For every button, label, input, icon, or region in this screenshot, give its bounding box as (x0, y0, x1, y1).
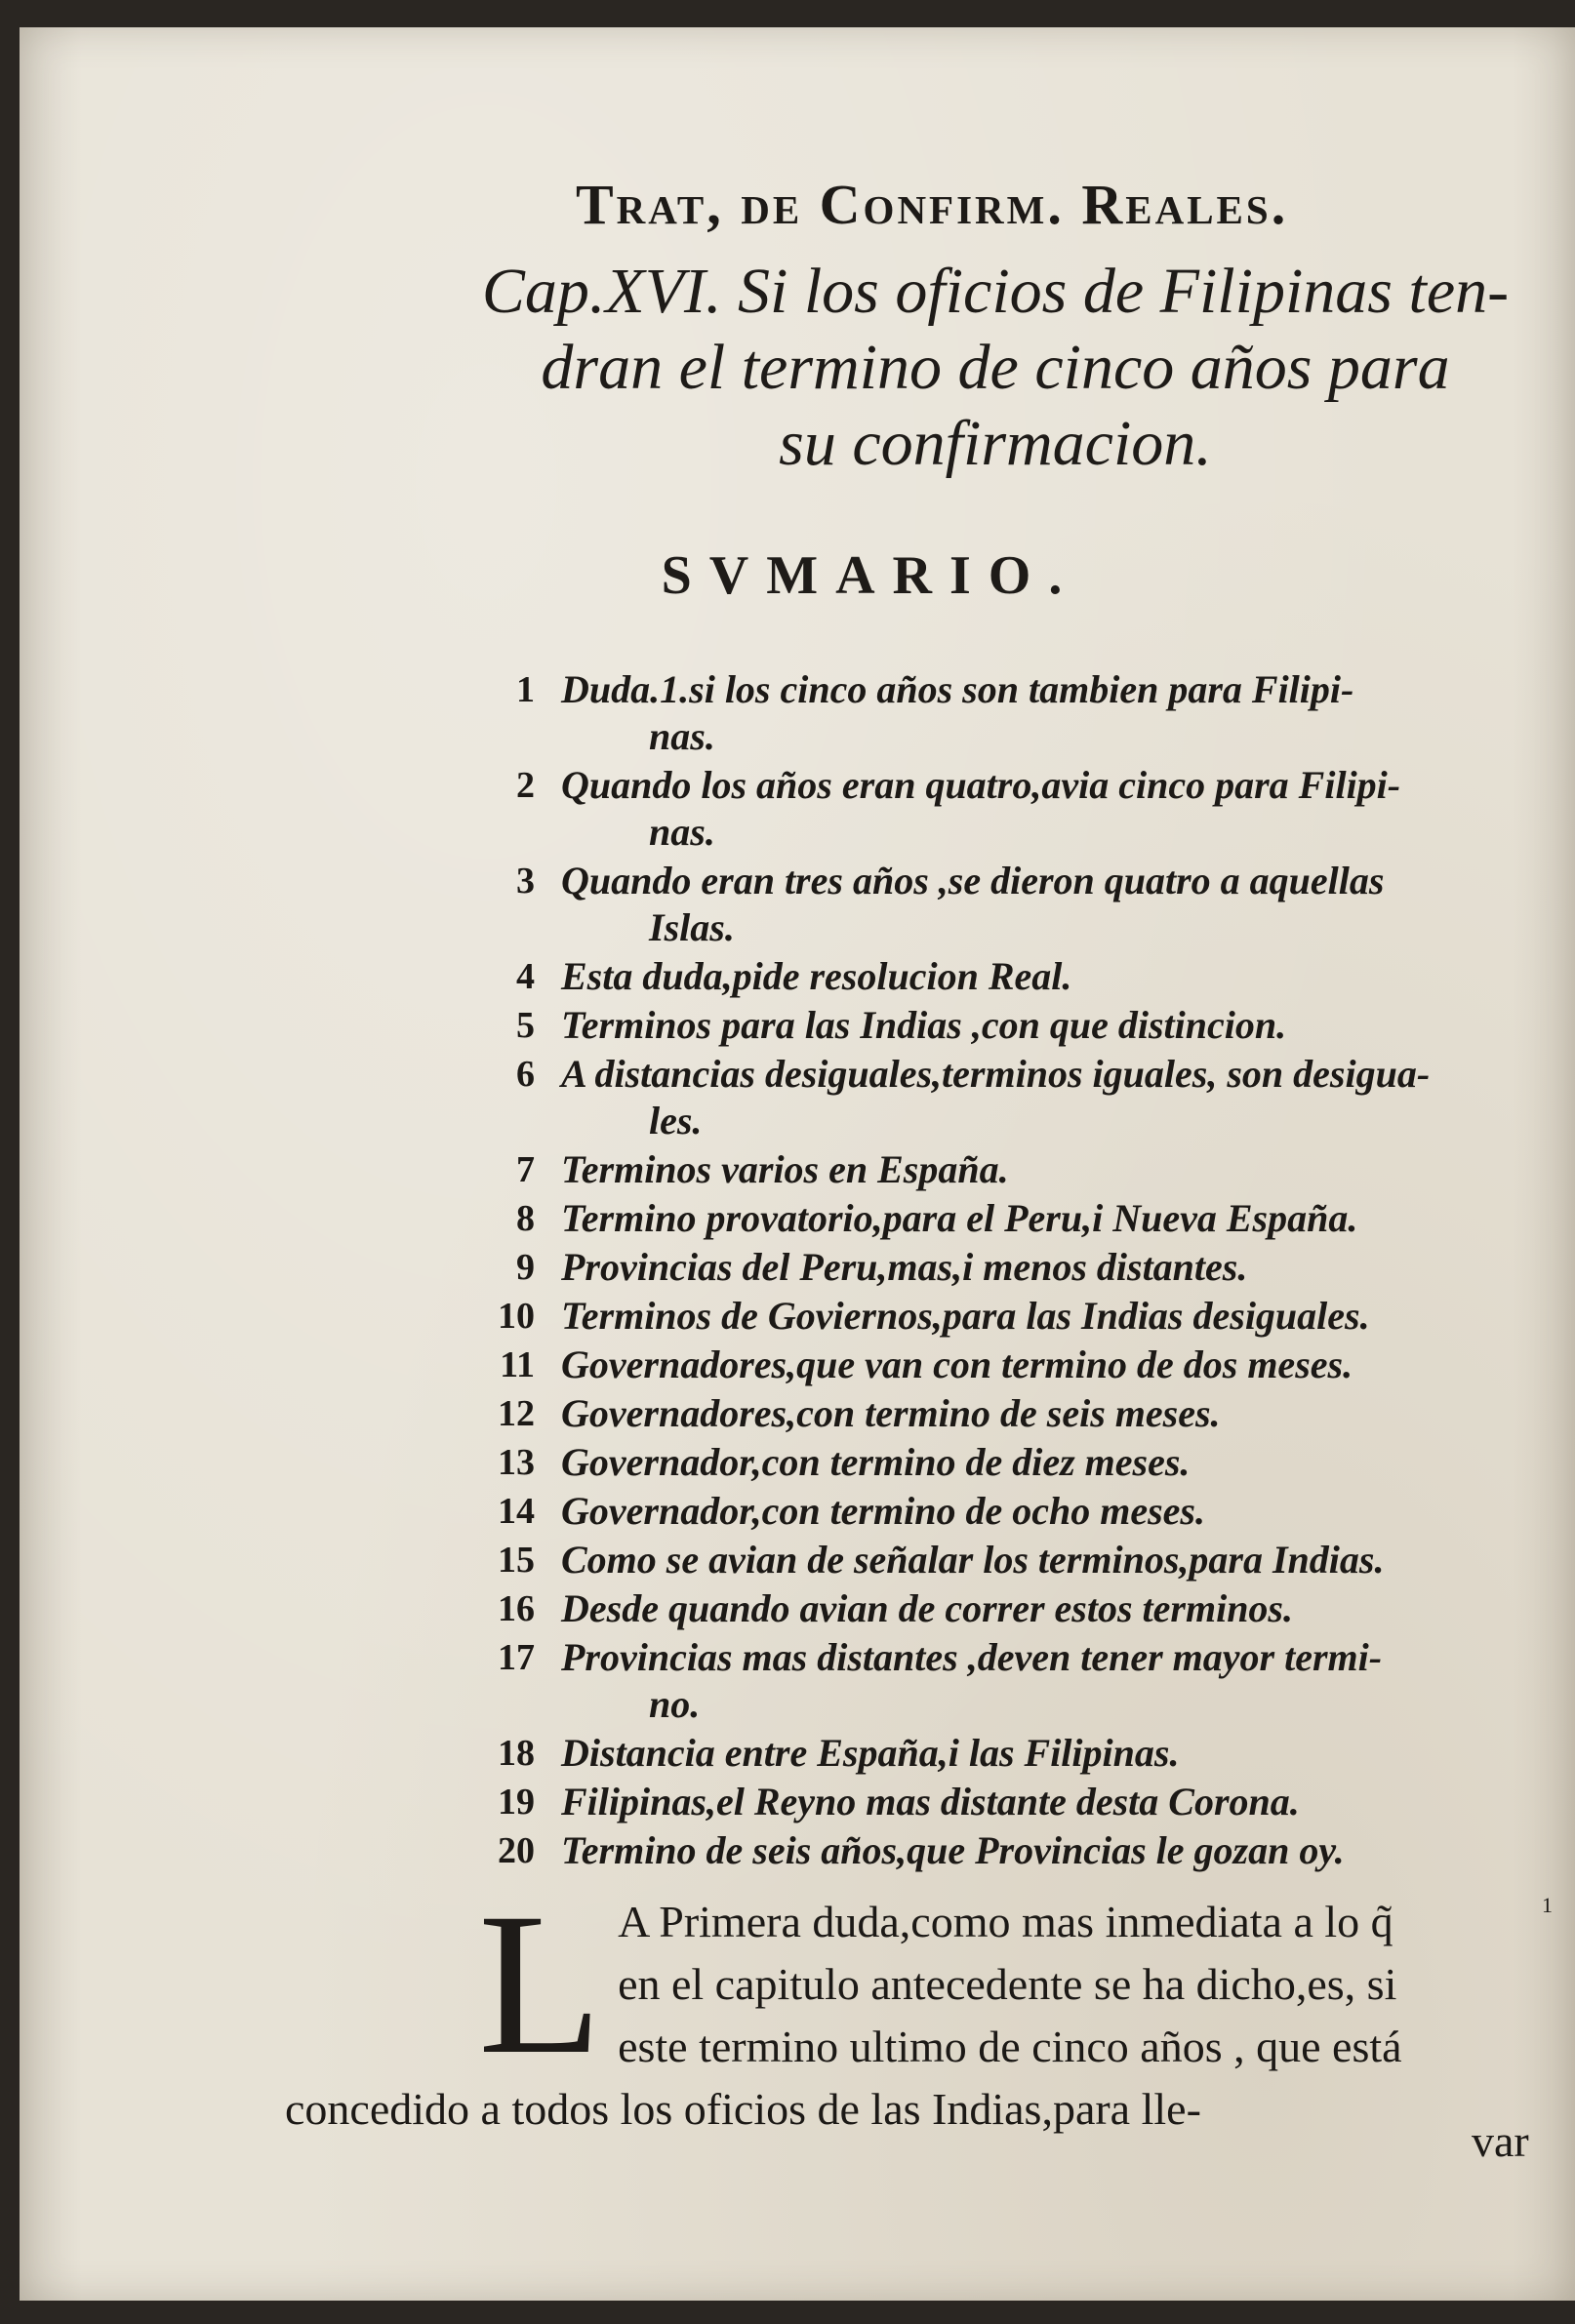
chapter-title-line: Cap.XVI. Si los oficios de Filipinas ten- (481, 256, 1510, 327)
summary-item-text: nas. (649, 810, 715, 854)
summary-item (449, 1342, 1532, 1388)
summary-item-text: A distancias desiguales,terminos iguales, son desigua- (561, 1052, 1431, 1096)
summary-item-text: Governadores,con termino de seis meses. (561, 1391, 1221, 1435)
summary-item-text: Provincias mas distantes ,deven tener mayor termi- (561, 1635, 1383, 1679)
summary-item (449, 1244, 1532, 1291)
summary-item (449, 1002, 1532, 1049)
summary-item-number: 14 (498, 1491, 535, 1532)
chapter-title-line: dran el termino de cinco años para (541, 332, 1450, 403)
summary-item (449, 1146, 1532, 1193)
summary-item-number: 16 (498, 1588, 535, 1629)
chapter-title-line: su confirmacion. (779, 408, 1212, 479)
summary-item (449, 953, 1532, 1000)
summary-item-number: 3 (516, 861, 535, 902)
body-line: este termino ultimo de cinco años , que está (618, 2022, 1402, 2071)
summary-item-number: 7 (516, 1149, 535, 1190)
summary-item-text: Terminos de Goviernos,para las Indias desiguales. (561, 1294, 1370, 1338)
summary-item-text: Terminos para las Indias ,con que distincion. (561, 1003, 1287, 1047)
summary-item-number: 2 (516, 765, 535, 806)
summary-item-number: 1 (516, 669, 535, 710)
summary-item (449, 1779, 1532, 1825)
summary-item-number: 6 (516, 1054, 535, 1095)
margin-note-mark: 1 (1542, 1893, 1553, 1917)
summary-item-number: 12 (498, 1393, 535, 1434)
summary-item-number: 10 (498, 1296, 535, 1337)
summary-item-text: Como se avian de señalar los terminos,para Indias. (561, 1538, 1385, 1582)
summary-item (449, 762, 1532, 856)
chapter-title (449, 254, 1542, 482)
summary-item-number: 19 (498, 1782, 535, 1823)
summary-item (449, 1537, 1532, 1583)
running-head: Trat, de Confirm. Reales. (576, 173, 1289, 236)
summary-item-text: Governadores,que van con termino de dos meses. (561, 1342, 1353, 1386)
summary-item-number: 18 (498, 1733, 535, 1774)
summary-item-number: 13 (498, 1442, 535, 1483)
summary-item-number: 17 (498, 1637, 535, 1678)
summary-item-text: Termino de seis años,que Provincias le gozan oy. (561, 1828, 1345, 1872)
body-line: concedido a todos los oficios de las Indias,para lle- (285, 2084, 1201, 2134)
summary-item (449, 1827, 1532, 1874)
summary-item-number: 15 (498, 1540, 535, 1581)
body-line: A Primera duda,como mas inmediata a lo q̃ (618, 1897, 1393, 1946)
summary-item (449, 1585, 1532, 1632)
summary-item-text: Termino provatorio,para el Peru,i Nueva España. (561, 1196, 1358, 1240)
summary-item (449, 1730, 1532, 1777)
summary-item-number: 4 (516, 956, 535, 997)
summary-item-text: Islas. (649, 905, 735, 949)
drop-cap: L (478, 1871, 603, 2096)
summary-item-text: Governador,con termino de diez meses. (561, 1440, 1191, 1484)
summary-item (449, 1634, 1532, 1728)
summary-item (449, 1439, 1532, 1486)
summary-item-text: les. (649, 1099, 703, 1142)
summary-item-number: 20 (498, 1830, 535, 1871)
summary-item-text: Quando eran tres años ,se dieron quatro a aquellas (561, 859, 1385, 902)
summary-item-text: Filipinas,el Reyno mas distante desta Corona. (561, 1780, 1300, 1823)
summary-item-text: Provincias del Peru,mas,i menos distantes. (561, 1245, 1248, 1289)
summary-item (449, 1390, 1532, 1437)
summary-item (449, 1293, 1532, 1340)
summary-item (449, 666, 1532, 760)
summary-item (449, 1488, 1532, 1535)
summary-item (449, 1195, 1532, 1242)
summary-list (449, 666, 1532, 1876)
summary-item-number: 9 (516, 1247, 535, 1288)
summary-item-text: Governador,con termino de ocho meses. (561, 1489, 1205, 1533)
summary-item (449, 1051, 1532, 1144)
summary-item-text: Esta duda,pide resolucion Real. (561, 954, 1072, 998)
summary-item-number: 11 (500, 1344, 535, 1385)
body-line: en el capitulo antecedente se ha dicho,es, si (618, 1959, 1397, 2009)
book-page (20, 27, 1575, 2301)
summary-heading: SVMARIO. (661, 545, 1080, 606)
summary-item-text: Duda.1.si los cinco años son tambien para Filipi- (561, 667, 1354, 711)
catchword: var (1472, 2116, 1529, 2166)
summary-item-text: nas. (649, 714, 715, 758)
summary-item-text: Quando los años eran quatro,avia cinco para Filipi- (561, 763, 1401, 807)
summary-item-text: no. (649, 1682, 701, 1726)
summary-item-text: Terminos varios en España. (561, 1147, 1009, 1191)
summary-item-number: 5 (516, 1005, 535, 1046)
summary-item-text: Distancia entre España,i las Filipinas. (561, 1731, 1180, 1775)
summary-item-number: 8 (516, 1198, 535, 1239)
summary-item (449, 858, 1532, 951)
body-paragraph (285, 1871, 1537, 2141)
summary-item-text: Desde quando avian de correr estos terminos. (561, 1586, 1293, 1630)
